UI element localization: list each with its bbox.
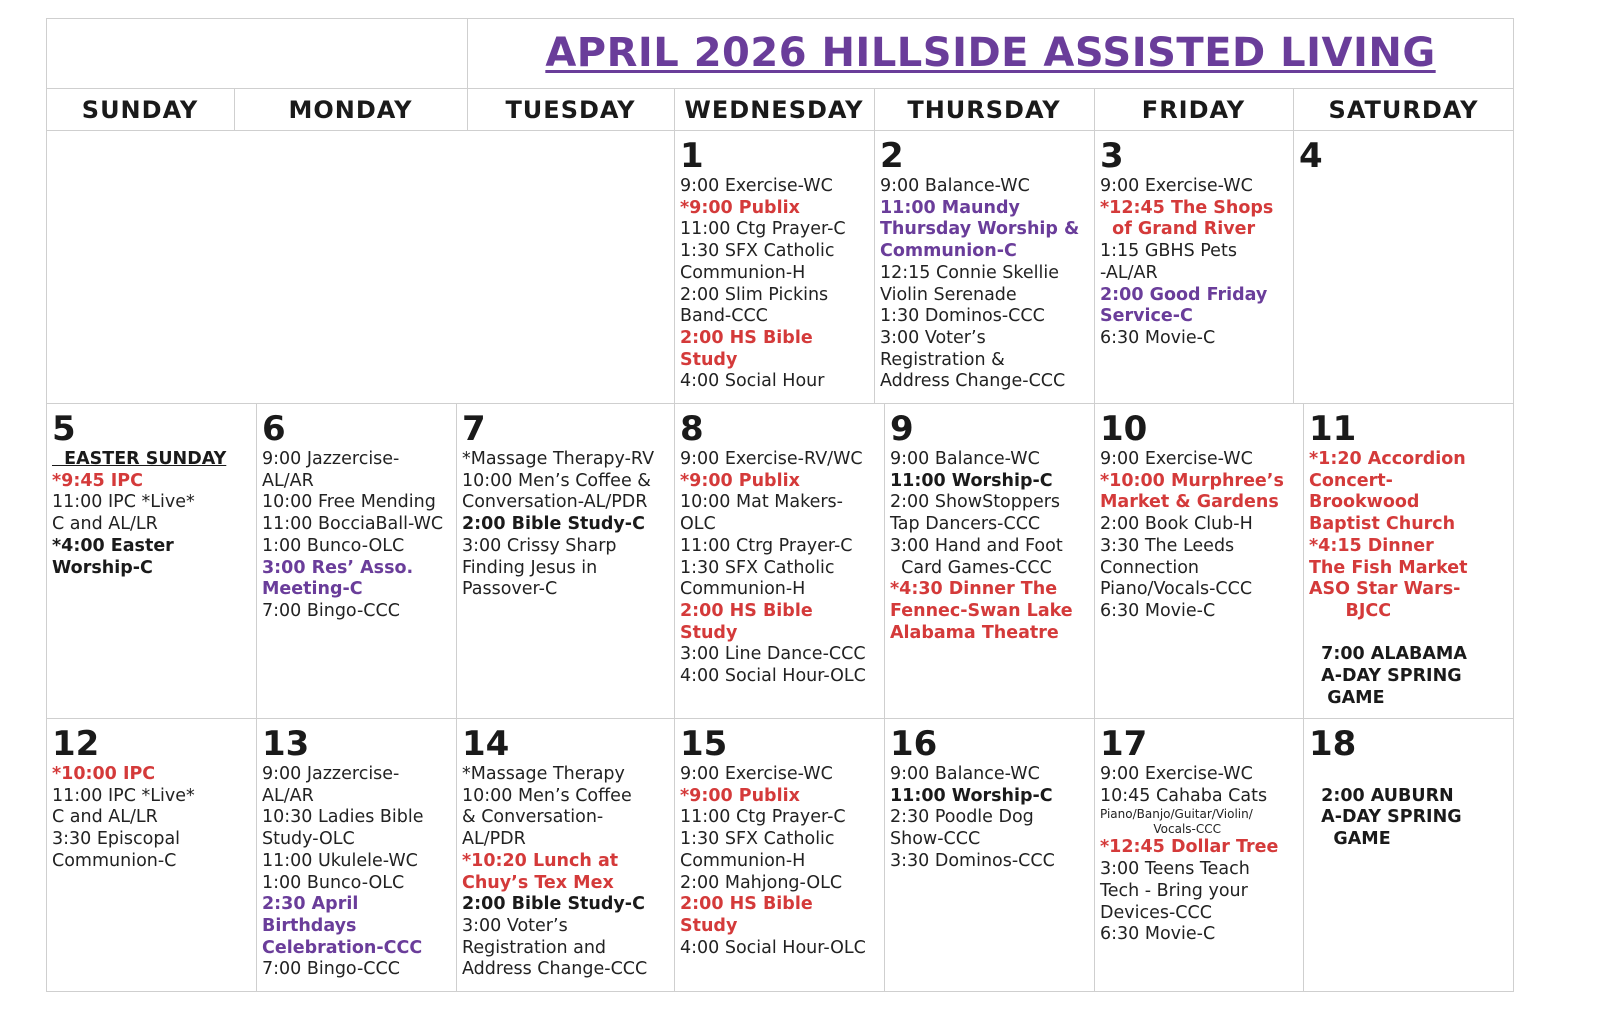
event-line: 6:30 Movie-C <box>1100 924 1216 945</box>
event-line: *9:00 Publix <box>680 197 800 218</box>
event-line: A-DAY SPRING <box>1309 666 1462 687</box>
event-line: Brookwood <box>1309 492 1420 513</box>
event-line: Finding Jesus in <box>462 557 598 578</box>
event-line: 10:00 Free Mending <box>262 492 436 513</box>
day-number: 18 <box>1309 724 1357 764</box>
day-number: 11 <box>1309 409 1357 449</box>
event-line: Alabama Theatre <box>890 622 1059 643</box>
event-line: Birthdays <box>262 915 357 936</box>
day-cell <box>467 130 674 403</box>
event-line: 11:00 IPC *Live* <box>52 785 195 806</box>
event-line: Registration & <box>880 349 1005 370</box>
day-cell <box>256 403 456 718</box>
event-line: AL/AR <box>262 785 314 806</box>
day-cell <box>234 130 467 403</box>
day-cell <box>884 718 1094 992</box>
day-header: TUESDAY <box>505 96 636 124</box>
event-line: *10:00 IPC <box>52 764 156 784</box>
event-line: Chuy’s Tex Mex <box>462 872 614 893</box>
event-line: Violin Serenade <box>880 284 1017 305</box>
event-line: 9:00 Balance-WC <box>880 176 1030 196</box>
event-line: AL/AR <box>262 470 314 491</box>
day-cell <box>1094 718 1303 992</box>
event-line: Communion-H <box>680 262 806 283</box>
event-line: Study-OLC <box>262 829 355 850</box>
event-line: 3:00 Hand and Foot <box>890 535 1063 556</box>
event-line: 11:00 BocciaBall-WC <box>262 514 444 535</box>
day-cell <box>874 130 1094 403</box>
event-line: 3:30 The Leeds <box>1100 535 1235 556</box>
event-line: Worship-C <box>52 557 153 578</box>
day-cell <box>1293 130 1514 403</box>
event-line: 2:00 AUBURN <box>1309 785 1454 806</box>
event-line: 9:00 Exercise-RV/WC <box>680 449 863 469</box>
event-line: *12:45 Dollar Tree <box>1100 837 1279 858</box>
day-cell <box>1303 403 1514 718</box>
day-cell <box>884 403 1094 718</box>
event-line: Fennec-Swan Lake <box>890 600 1073 621</box>
event-line: *12:45 The Shops <box>1100 197 1274 218</box>
event-line: 10:45 Cahaba Cats <box>1100 785 1268 806</box>
event-line: Address Change-CCC <box>880 371 1066 392</box>
event-line: 1:00 Bunco-OLC <box>262 872 405 893</box>
day-cell <box>1303 718 1514 992</box>
day-number: 13 <box>262 724 310 764</box>
day-number: 5 <box>52 409 76 449</box>
event-line: 7:00 Bingo-CCC <box>262 959 400 980</box>
event-line: 3:00 Voter’s <box>880 327 986 348</box>
event-line: Conversation-AL/PDR <box>462 492 648 513</box>
event-line: Communion-C <box>880 241 1017 262</box>
day-number <box>473 136 674 176</box>
event-line: GAME <box>1309 687 1385 708</box>
event-line: 7:00 ALABAMA <box>1309 644 1467 665</box>
event-line: 1:30 SFX Catholic <box>680 829 835 850</box>
event-line: 11:00 Worship-C <box>890 470 1053 491</box>
event-line: 1:30 Dominos-CCC <box>880 306 1045 327</box>
event-line: -AL/AR <box>1100 262 1158 283</box>
event-line: Piano/Vocals-CCC <box>1100 579 1253 600</box>
day-number: 6 <box>262 409 286 449</box>
day-cell <box>456 718 674 992</box>
event-line: 4:00 Social Hour-OLC <box>680 666 866 687</box>
event-line: Study <box>680 622 738 643</box>
day-cell <box>456 403 674 718</box>
event-line: *Massage Therapy <box>462 764 625 784</box>
event-line: GAME <box>1309 829 1391 850</box>
event-line: *4:00 Easter <box>52 535 174 556</box>
event-line: *9:45 IPC <box>52 470 143 491</box>
event-line: Baptist Church <box>1309 514 1456 535</box>
event-line: 3:30 Dominos-CCC <box>890 850 1055 871</box>
event-line: Study <box>680 349 738 370</box>
event-line: 7:00 Bingo-CCC <box>262 600 400 621</box>
event-line: 2:00 Book Club-H <box>1100 514 1253 535</box>
event-line: 9:00 Exercise-WC <box>680 176 833 196</box>
event-line <box>1309 623 1514 645</box>
event-line: Tap Dancers-CCC <box>890 514 1041 535</box>
day-number: 3 <box>1100 136 1124 176</box>
event-line: Communion-H <box>680 579 806 600</box>
event-line: BJCC <box>1309 600 1392 621</box>
day-number <box>52 136 234 176</box>
day-number: 7 <box>462 409 486 449</box>
event-line: C and AL/LR <box>52 807 158 828</box>
grid-line <box>467 18 468 88</box>
event-line: 2:00 HS Bible <box>680 327 813 348</box>
day-cell <box>674 403 884 718</box>
day-cell <box>674 130 874 403</box>
event-line: Communion-C <box>52 850 177 871</box>
event-line: 2:00 Bible Study-C <box>462 514 645 535</box>
event-line: 11:00 IPC *Live* <box>52 492 195 513</box>
day-cell <box>1094 130 1293 403</box>
day-cell <box>46 403 256 718</box>
event-line: 10:00 Men’s Coffee & <box>462 470 651 491</box>
event-line: 9:00 Exercise-WC <box>1100 176 1253 196</box>
event-line: Passover-C <box>462 579 558 600</box>
day-number: 8 <box>680 409 704 449</box>
event-line: *9:00 Publix <box>680 470 800 491</box>
event-line: Devices-CCC <box>1100 902 1212 923</box>
event-line: Piano/Banjo/Guitar/Violin/ <box>1100 807 1253 822</box>
event-line: Address Change-CCC <box>462 959 648 980</box>
event-line: Connection <box>1100 557 1200 578</box>
day-number: 16 <box>890 724 938 764</box>
event-line: 2:00 Good Friday <box>1100 284 1268 305</box>
event-line: Meeting-C <box>262 579 363 600</box>
event-line: 9:00 Exercise-WC <box>1100 764 1253 784</box>
event-line <box>1309 764 1514 786</box>
event-line: 2:30 Poodle Dog <box>890 807 1034 828</box>
day-cell <box>1094 403 1303 718</box>
day-cell <box>674 718 884 992</box>
event-line: 11:00 Ctrg Prayer-C <box>680 535 853 556</box>
event-line: 9:00 Balance-WC <box>890 449 1040 469</box>
event-line: 1:30 SFX Catholic <box>680 557 835 578</box>
event-line: Show-CCC <box>890 829 981 850</box>
event-line: 2:00 HS Bible <box>680 894 813 915</box>
event-line: 11:00 Ctg Prayer-C <box>680 219 846 240</box>
event-line: 10:00 Men’s Coffee <box>462 785 632 806</box>
day-header: THURSDAY <box>907 96 1061 124</box>
event-line: *10:20 Lunch at <box>462 850 619 871</box>
event-line: *Massage Therapy-RV <box>462 449 655 469</box>
day-number: 1 <box>680 136 704 176</box>
day-header: MONDAY <box>288 96 413 124</box>
event-line: of Grand River <box>1100 219 1256 240</box>
event-line: 6:30 Movie-C <box>1100 327 1216 348</box>
event-line: AL/PDR <box>462 829 526 850</box>
event-line: 10:00 Mat Makers- <box>680 492 843 513</box>
event-line: 3:30 Episcopal <box>52 829 181 850</box>
day-number: 12 <box>52 724 100 764</box>
day-number: 14 <box>462 724 510 764</box>
event-line: 4:00 Social Hour-OLC <box>680 937 866 958</box>
day-header: SUNDAY <box>81 96 199 124</box>
event-line: Market & Gardens <box>1100 492 1279 513</box>
event-line: EASTER SUNDAY <box>52 449 227 469</box>
event-line: 4:00 Social Hour <box>680 371 825 392</box>
event-line: 2:00 Mahjong-OLC <box>680 872 843 893</box>
event-line: *10:00 Murphree’s <box>1100 470 1284 491</box>
event-line: 9:00 Exercise-WC <box>1100 449 1253 469</box>
event-line: *4:30 Dinner The <box>890 579 1058 600</box>
event-line: OLC <box>680 514 716 535</box>
event-line: 2:00 HS Bible <box>680 600 813 621</box>
event-line: Celebration-CCC <box>262 937 423 958</box>
event-line: Study <box>680 915 738 936</box>
event-line: Tech - Bring your <box>1100 880 1248 901</box>
event-line: Concert- <box>1309 470 1393 491</box>
event-line: 9:00 Exercise-WC <box>680 764 833 784</box>
event-line: 3:00 Crissy Sharp <box>462 535 617 556</box>
event-line: 1:15 GBHS Pets <box>1100 241 1237 262</box>
day-number: 17 <box>1100 724 1148 764</box>
event-line: Registration and <box>462 937 607 958</box>
event-line: 2:00 Bible Study-C <box>462 894 645 915</box>
day-number: 10 <box>1100 409 1148 449</box>
event-line: 3:00 Voter’s <box>462 915 568 936</box>
event-line: *9:00 Publix <box>680 785 800 806</box>
day-number: 9 <box>890 409 914 449</box>
day-cell <box>256 718 456 992</box>
day-header: SATURDAY <box>1328 96 1479 124</box>
event-line: 11:00 Maundy <box>880 197 1020 218</box>
day-header: FRIDAY <box>1141 96 1246 124</box>
event-line: Vocals-CCC <box>1100 822 1222 837</box>
day-number: 4 <box>1299 136 1323 176</box>
event-line: Communion-H <box>680 850 806 871</box>
day-number <box>240 136 467 176</box>
event-line: 10:30 Ladies Bible <box>262 807 424 828</box>
event-line: *4:15 Dinner <box>1309 535 1434 556</box>
event-line: 9:00 Jazzercise- <box>262 764 400 784</box>
event-line: 2:00 ShowStoppers <box>890 492 1061 513</box>
event-line: 2:00 Slim Pickins <box>680 284 829 305</box>
event-line: C and AL/LR <box>52 514 158 535</box>
day-header: WEDNESDAY <box>684 96 864 124</box>
event-line: Service-C <box>1100 306 1193 327</box>
event-line: Thursday Worship & <box>880 219 1080 240</box>
day-number: 15 <box>680 724 728 764</box>
event-line: 12:15 Connie Skellie <box>880 262 1060 283</box>
event-line: 6:30 Movie-C <box>1100 600 1216 621</box>
event-line: Card Games-CCC <box>890 557 1052 578</box>
event-line: The Fish Market <box>1309 557 1468 578</box>
event-line: *1:20 Accordion <box>1309 449 1466 469</box>
day-cell <box>46 718 256 992</box>
event-line: 11:00 Worship-C <box>890 785 1053 806</box>
event-line: 2:30 April <box>262 894 359 915</box>
event-line: 1:00 Bunco-OLC <box>262 535 405 556</box>
event-line: Band-CCC <box>680 306 768 327</box>
event-line: 3:00 Teens Teach <box>1100 859 1250 880</box>
event-line: 11:00 Ctg Prayer-C <box>680 807 846 828</box>
event-line: 9:00 Jazzercise- <box>262 449 400 469</box>
event-line: 3:00 Res’ Asso. <box>262 557 414 578</box>
event-line: 1:30 SFX Catholic <box>680 241 835 262</box>
day-number: 2 <box>880 136 904 176</box>
day-cell <box>46 130 234 403</box>
event-line: & Conversation- <box>462 807 604 828</box>
event-line: 11:00 Ukulele-WC <box>262 850 418 871</box>
event-line: 9:00 Balance-WC <box>890 764 1040 784</box>
event-line: ASO Star Wars- <box>1309 579 1461 600</box>
event-line: A-DAY SPRING <box>1309 807 1462 828</box>
page-title: APRIL 2026 HILLSIDE ASSISTED LIVING <box>545 30 1436 76</box>
event-line: 3:00 Line Dance-CCC <box>680 644 866 665</box>
